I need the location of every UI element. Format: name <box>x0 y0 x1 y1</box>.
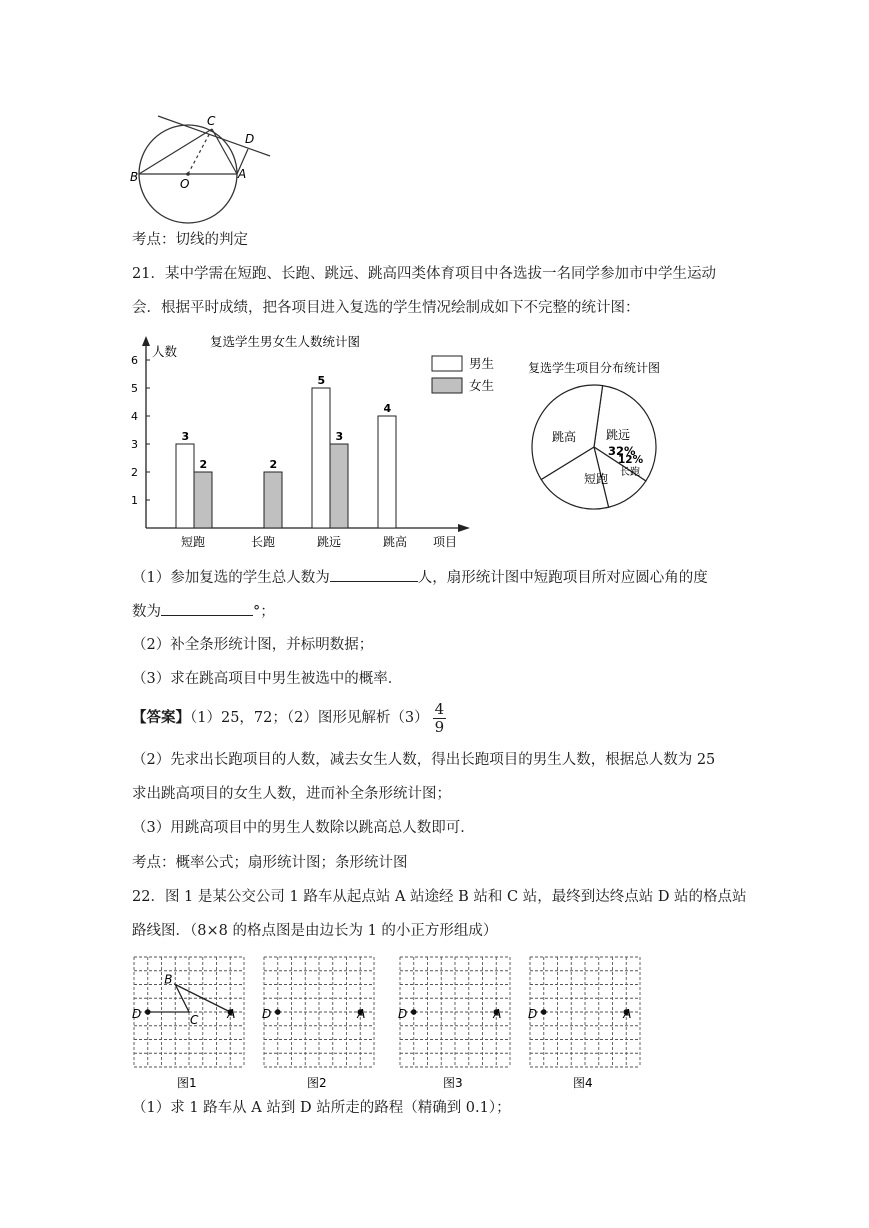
label-b: B <box>130 170 139 184</box>
pie-slice-label: 跳远 <box>606 428 631 442</box>
kaodian-line-1: 考点：切线的判定 <box>132 232 248 248</box>
pie-slice-value: 32% <box>608 444 636 458</box>
pie-slice-label: 长跑 <box>620 467 640 478</box>
grid-caption: 图2 <box>307 1076 327 1090</box>
circle-tangent-figure <box>128 112 278 224</box>
q21-expl2-line-b: 求出跳高项目的女生人数，进而补全条形统计图； <box>132 786 451 802</box>
q21-sub1-text-c: 数为 <box>132 604 161 620</box>
bar-female <box>194 472 212 528</box>
grid-label-d: D <box>132 1007 142 1021</box>
legend-swatch <box>432 356 462 371</box>
pie-chart-title: 复选学生项目分布统计图 <box>528 361 661 375</box>
bar-data-label: 3 <box>335 430 344 443</box>
y-axis-arrow <box>142 336 150 346</box>
q21-sub1-text-d: °； <box>253 604 275 620</box>
y-tick-label: 5 <box>131 382 138 395</box>
x-category-label: 跳高 <box>383 535 408 549</box>
grid-label-c: C <box>190 1013 199 1027</box>
grid-figure-3 <box>398 955 514 1095</box>
q21-expl3: （3）用跳高项目中的男生人数除以跳高总人数即可． <box>132 820 475 836</box>
label-o: O <box>180 177 190 191</box>
bar-chart <box>128 326 508 552</box>
q21-sub1-line-b <box>132 600 275 622</box>
legend-swatch <box>432 378 462 393</box>
fraction-numerator: 4 <box>434 699 445 718</box>
y-tick-label: 1 <box>131 494 138 507</box>
legend-label: 女生 <box>469 378 495 393</box>
answer-blank-total[interactable] <box>330 566 418 582</box>
bar-data-label: 4 <box>383 402 392 415</box>
chord-bc <box>139 129 212 174</box>
grid-caption: 图3 <box>443 1076 463 1090</box>
answer-fraction <box>433 701 447 736</box>
pie-slice-label: 短跑 <box>584 472 609 486</box>
station-d-dot <box>411 1009 417 1015</box>
q22-text-line-2: 路线图．（8×8 的格点图是由边长为 1 的小正方形组成） <box>132 923 498 939</box>
bar-male <box>312 388 330 528</box>
pie-slice-label: 跳高 <box>552 430 577 444</box>
q22-sub1: （1）求 1 路车从 A 站到 D 站所走的路程（精确到 0.1）； <box>132 1100 511 1116</box>
q21-answer-line <box>132 700 446 736</box>
grid-label-a: A <box>623 1007 632 1021</box>
label-a: A <box>238 167 247 181</box>
bar-data-label: 2 <box>269 458 278 471</box>
grid-figure-4 <box>528 955 644 1095</box>
grid-label-a: A <box>227 1007 236 1021</box>
chord-ca <box>212 129 237 174</box>
grid-caption: 图1 <box>177 1076 197 1090</box>
y-tick-label: 4 <box>131 410 138 423</box>
q22-text-line-1: 22．图 1 是某公交公司 1 路车从起点站 A 站途经 B 站和 C 站，最终到达终点站 D 站的格点站 <box>132 889 747 905</box>
answer-text: （1）25，72；（2）图形见解析（3） <box>190 710 429 726</box>
grid-figure-1 <box>132 955 248 1095</box>
q21-text-line-2: 会．根据平时成绩，把各项目进入复选的学生情况绘制成如下不完整的统计图： <box>132 300 640 316</box>
q21-sub3: （3）求在跳高项目中男生被选中的概率． <box>132 671 403 687</box>
x-category-label: 短跑 <box>181 535 206 549</box>
station-d-dot <box>145 1009 151 1015</box>
y-tick-label: 6 <box>131 354 138 367</box>
grid-label-a: A <box>493 1007 502 1021</box>
y-axis-label: 人数 <box>152 344 178 359</box>
q21-sub1-text-b: 人，扇形统计图中短跑项目所对应圆心角的度 <box>417 570 708 586</box>
grid-caption: 图4 <box>573 1076 593 1090</box>
label-d: D <box>245 132 255 146</box>
grid-label-a: A <box>357 1007 366 1021</box>
q21-text-line-1: 21．某中学需在短跑、长跑、跳远、跳高四类体育项目中各选拔一名同学参加市中学生运动 <box>132 266 716 282</box>
bar-male <box>176 444 194 528</box>
q21-sub1-line-a <box>132 566 708 588</box>
q21-sub2: （2）补全条形统计图，并标明数据； <box>132 637 374 653</box>
bar-data-label: 5 <box>317 374 326 387</box>
station-d-dot <box>541 1009 547 1015</box>
station-d-dot <box>275 1009 281 1015</box>
bar-data-label: 3 <box>181 430 190 443</box>
q21-sub1-text-a: （1）参加复选的学生总人数为 <box>132 570 330 586</box>
bar-data-label: 2 <box>199 458 208 471</box>
bar-female <box>330 444 348 528</box>
q21-expl2-line-a: （2）先求出长跑项目的人数，减去女生人数，得出长跑项目的男生人数，根据总人数为 25 <box>132 752 716 768</box>
legend-label: 男生 <box>469 356 495 371</box>
bar-male <box>378 416 396 528</box>
pie-slice-value: 12% <box>618 454 644 466</box>
bar-female <box>264 472 282 528</box>
answer-label: 【答案】 <box>132 709 190 726</box>
grid-label-d: D <box>528 1007 538 1021</box>
x-axis-arrow <box>458 524 470 532</box>
x-category-label: 跳远 <box>317 535 342 549</box>
grid-label-d: D <box>398 1007 408 1021</box>
y-tick-label: 3 <box>131 438 138 451</box>
bar-chart-title: 复选学生男女生人数统计图 <box>210 334 361 349</box>
grid-label-d: D <box>262 1007 272 1021</box>
kaodian-line-2: 考点：概率公式；扇形统计图；条形统计图 <box>132 855 408 871</box>
answer-blank-angle[interactable] <box>161 600 253 616</box>
grid-figure-2 <box>262 955 378 1095</box>
label-c: C <box>207 114 216 128</box>
pie-chart <box>520 352 680 522</box>
y-tick-label: 2 <box>131 466 138 479</box>
center-dot <box>186 172 190 176</box>
x-category-label: 长跑 <box>251 535 276 549</box>
fraction-denominator: 9 <box>434 717 445 736</box>
grid-label-b: B <box>164 972 173 987</box>
x-axis-label: 项目 <box>433 535 458 549</box>
